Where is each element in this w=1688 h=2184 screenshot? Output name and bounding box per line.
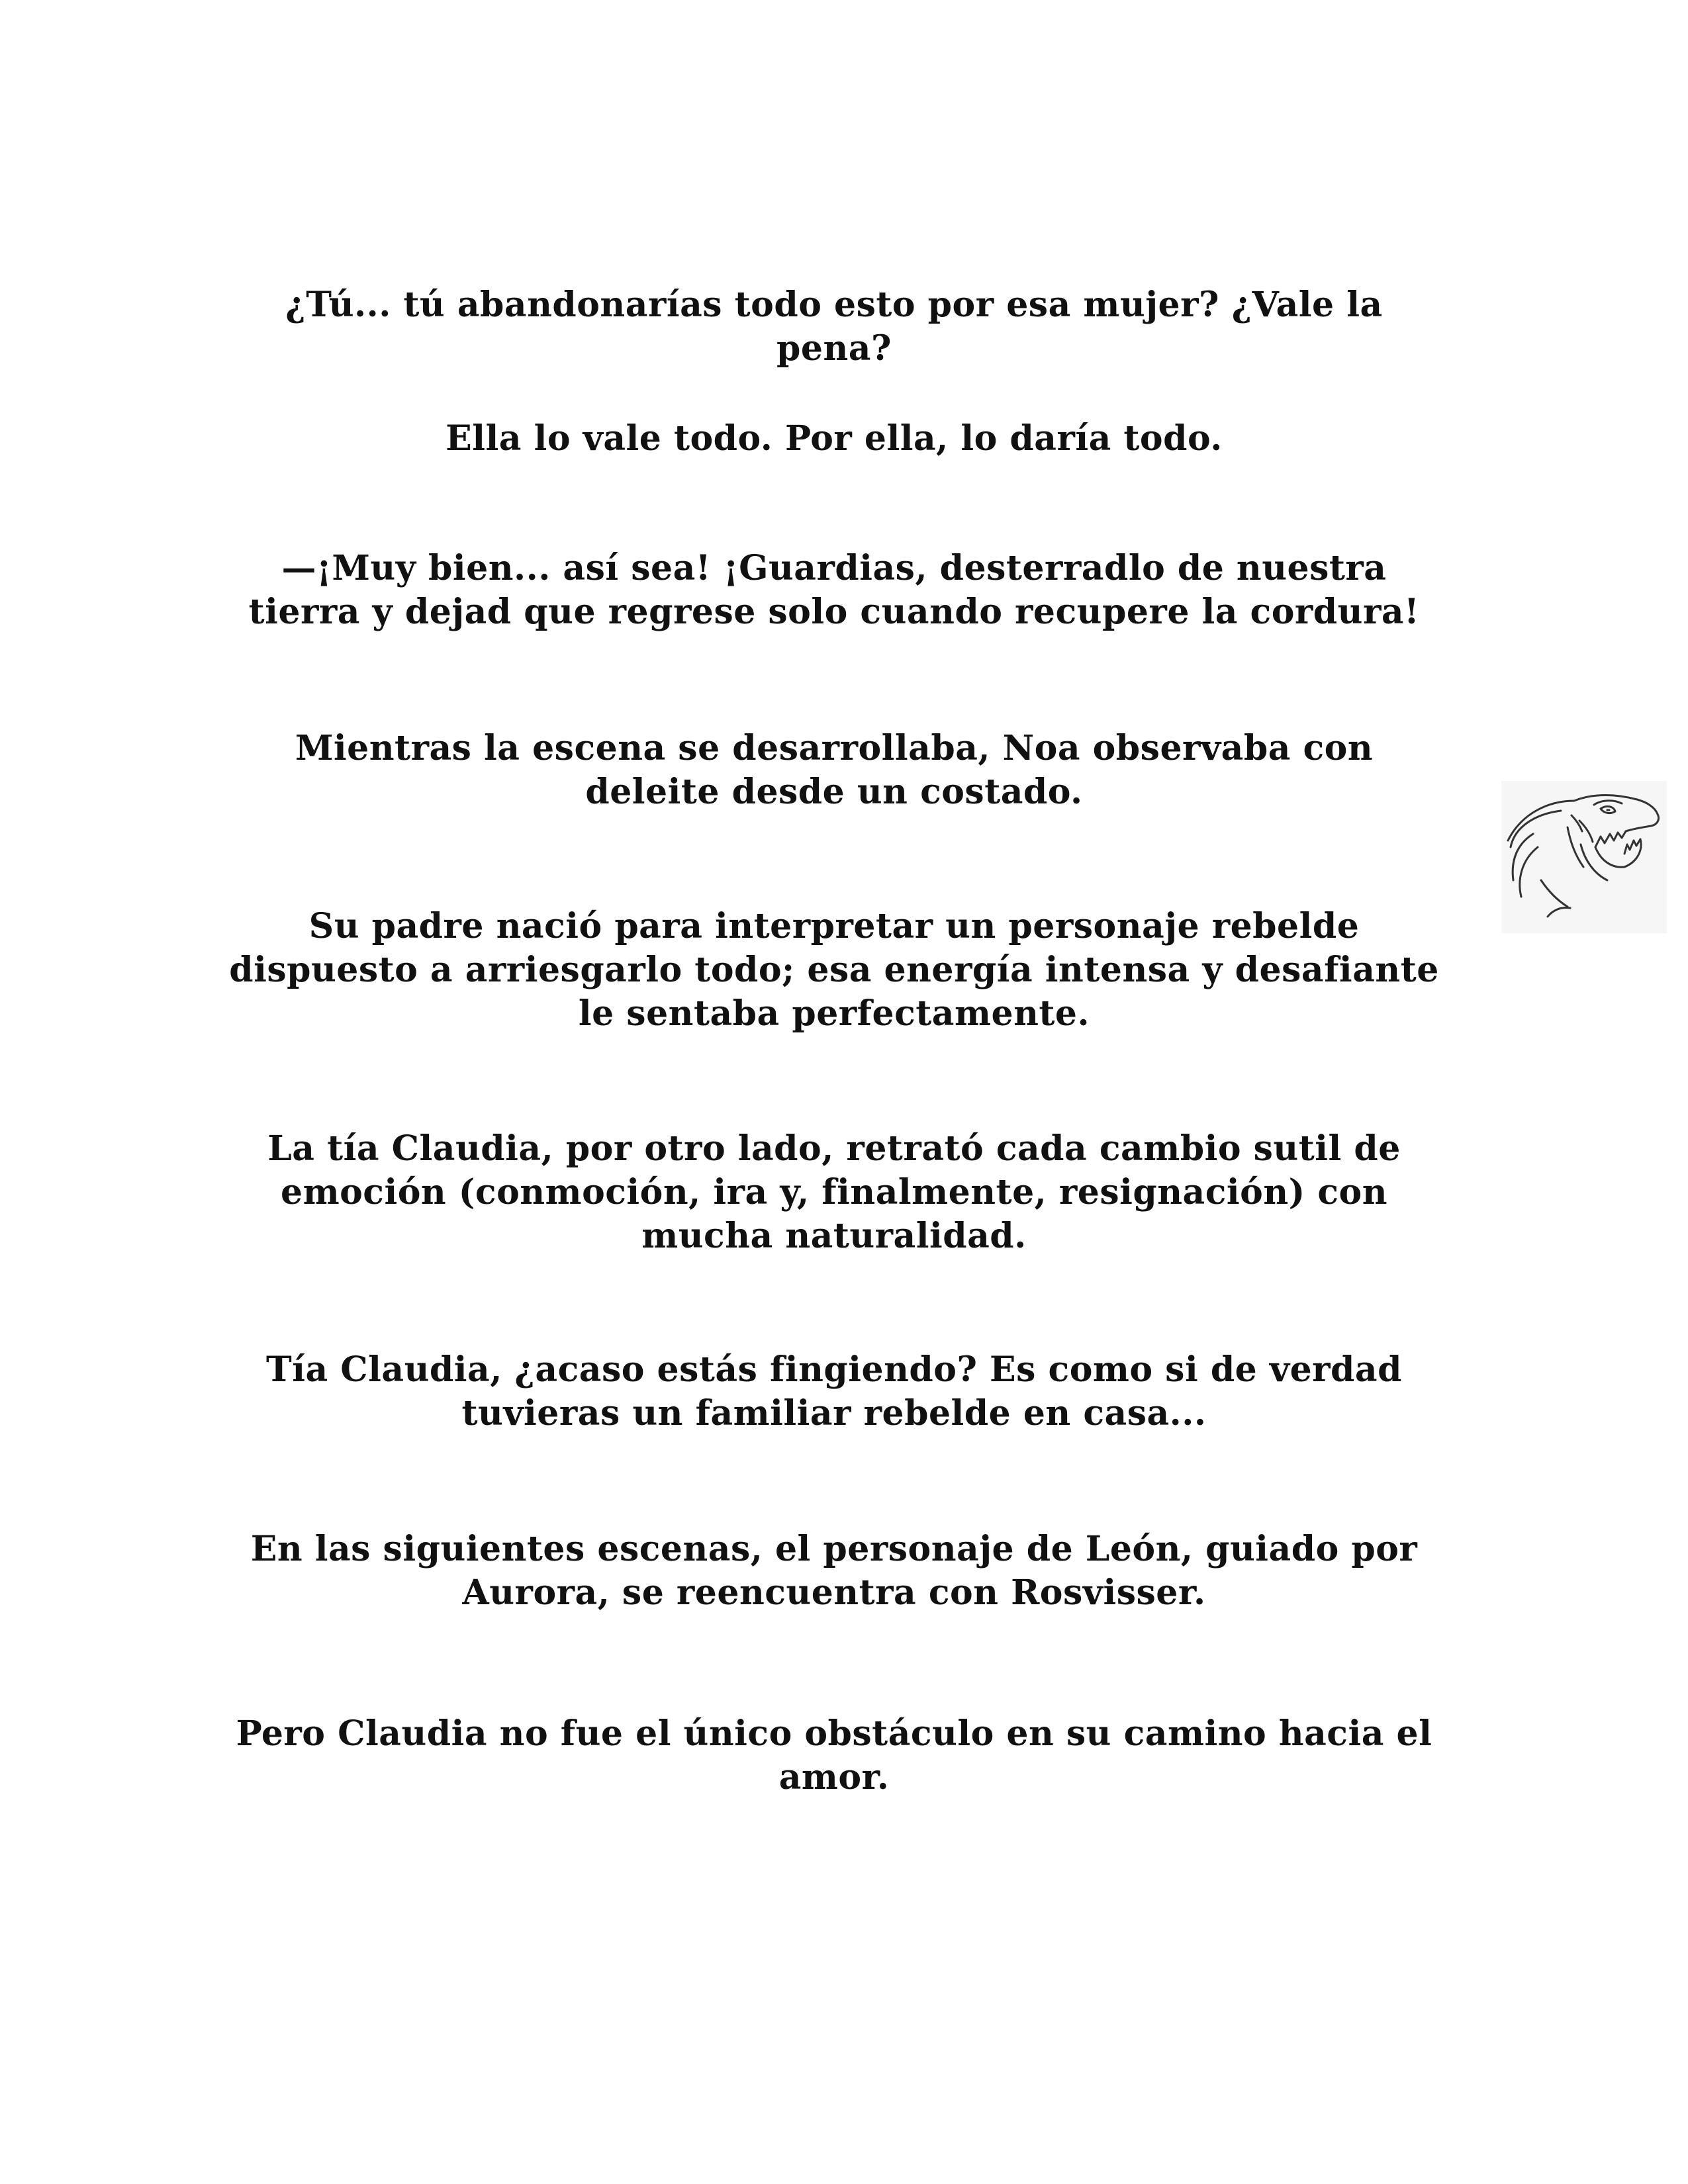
paragraph-3: —¡Muy bien... así sea! ¡Guardias, desterradlo de nuestra tierra y dejad que regrese solo cuando recupere la cordura!: [248, 548, 1420, 632]
paragraph-8: En las siguientes escenas, el personaje de León, guiado por Aurora, se reencuentra con Rosvisser.: [250, 1529, 1418, 1613]
dinosaur-head-sketch-icon: [1501, 781, 1667, 933]
paragraph-1: ¿Tú... tú abandonarías todo esto por esa mujer? ¿Vale la pena?: [285, 285, 1383, 369]
paragraph-9: Pero Claudia no fue el único obstáculo en su camino hacia el amor.: [236, 1713, 1432, 1797]
paragraph-2: Ella lo vale todo. Por ella, lo daría todo.: [445, 418, 1223, 459]
paragraph-4: Mientras la escena se desarrollaba, Noa observaba con deleite desde un costado.: [295, 728, 1374, 812]
paragraph-6: La tía Claudia, por otro lado, retrató cada cambio sutil de emoción (conmoción, ira y, finalmente, resignación) con mucha naturalidad.: [267, 1128, 1401, 1256]
paragraph-5: Su padre nació para interpretar un personaje rebelde dispuesto a arriesgarlo todo; esa energía intensa y desafiante le sentaba perfectamente.: [229, 906, 1439, 1034]
paragraph-7: Tía Claudia, ¿acaso estás fingiendo? Es como si de verdad tuvieras un familiar rebelde en casa...: [266, 1349, 1402, 1433]
